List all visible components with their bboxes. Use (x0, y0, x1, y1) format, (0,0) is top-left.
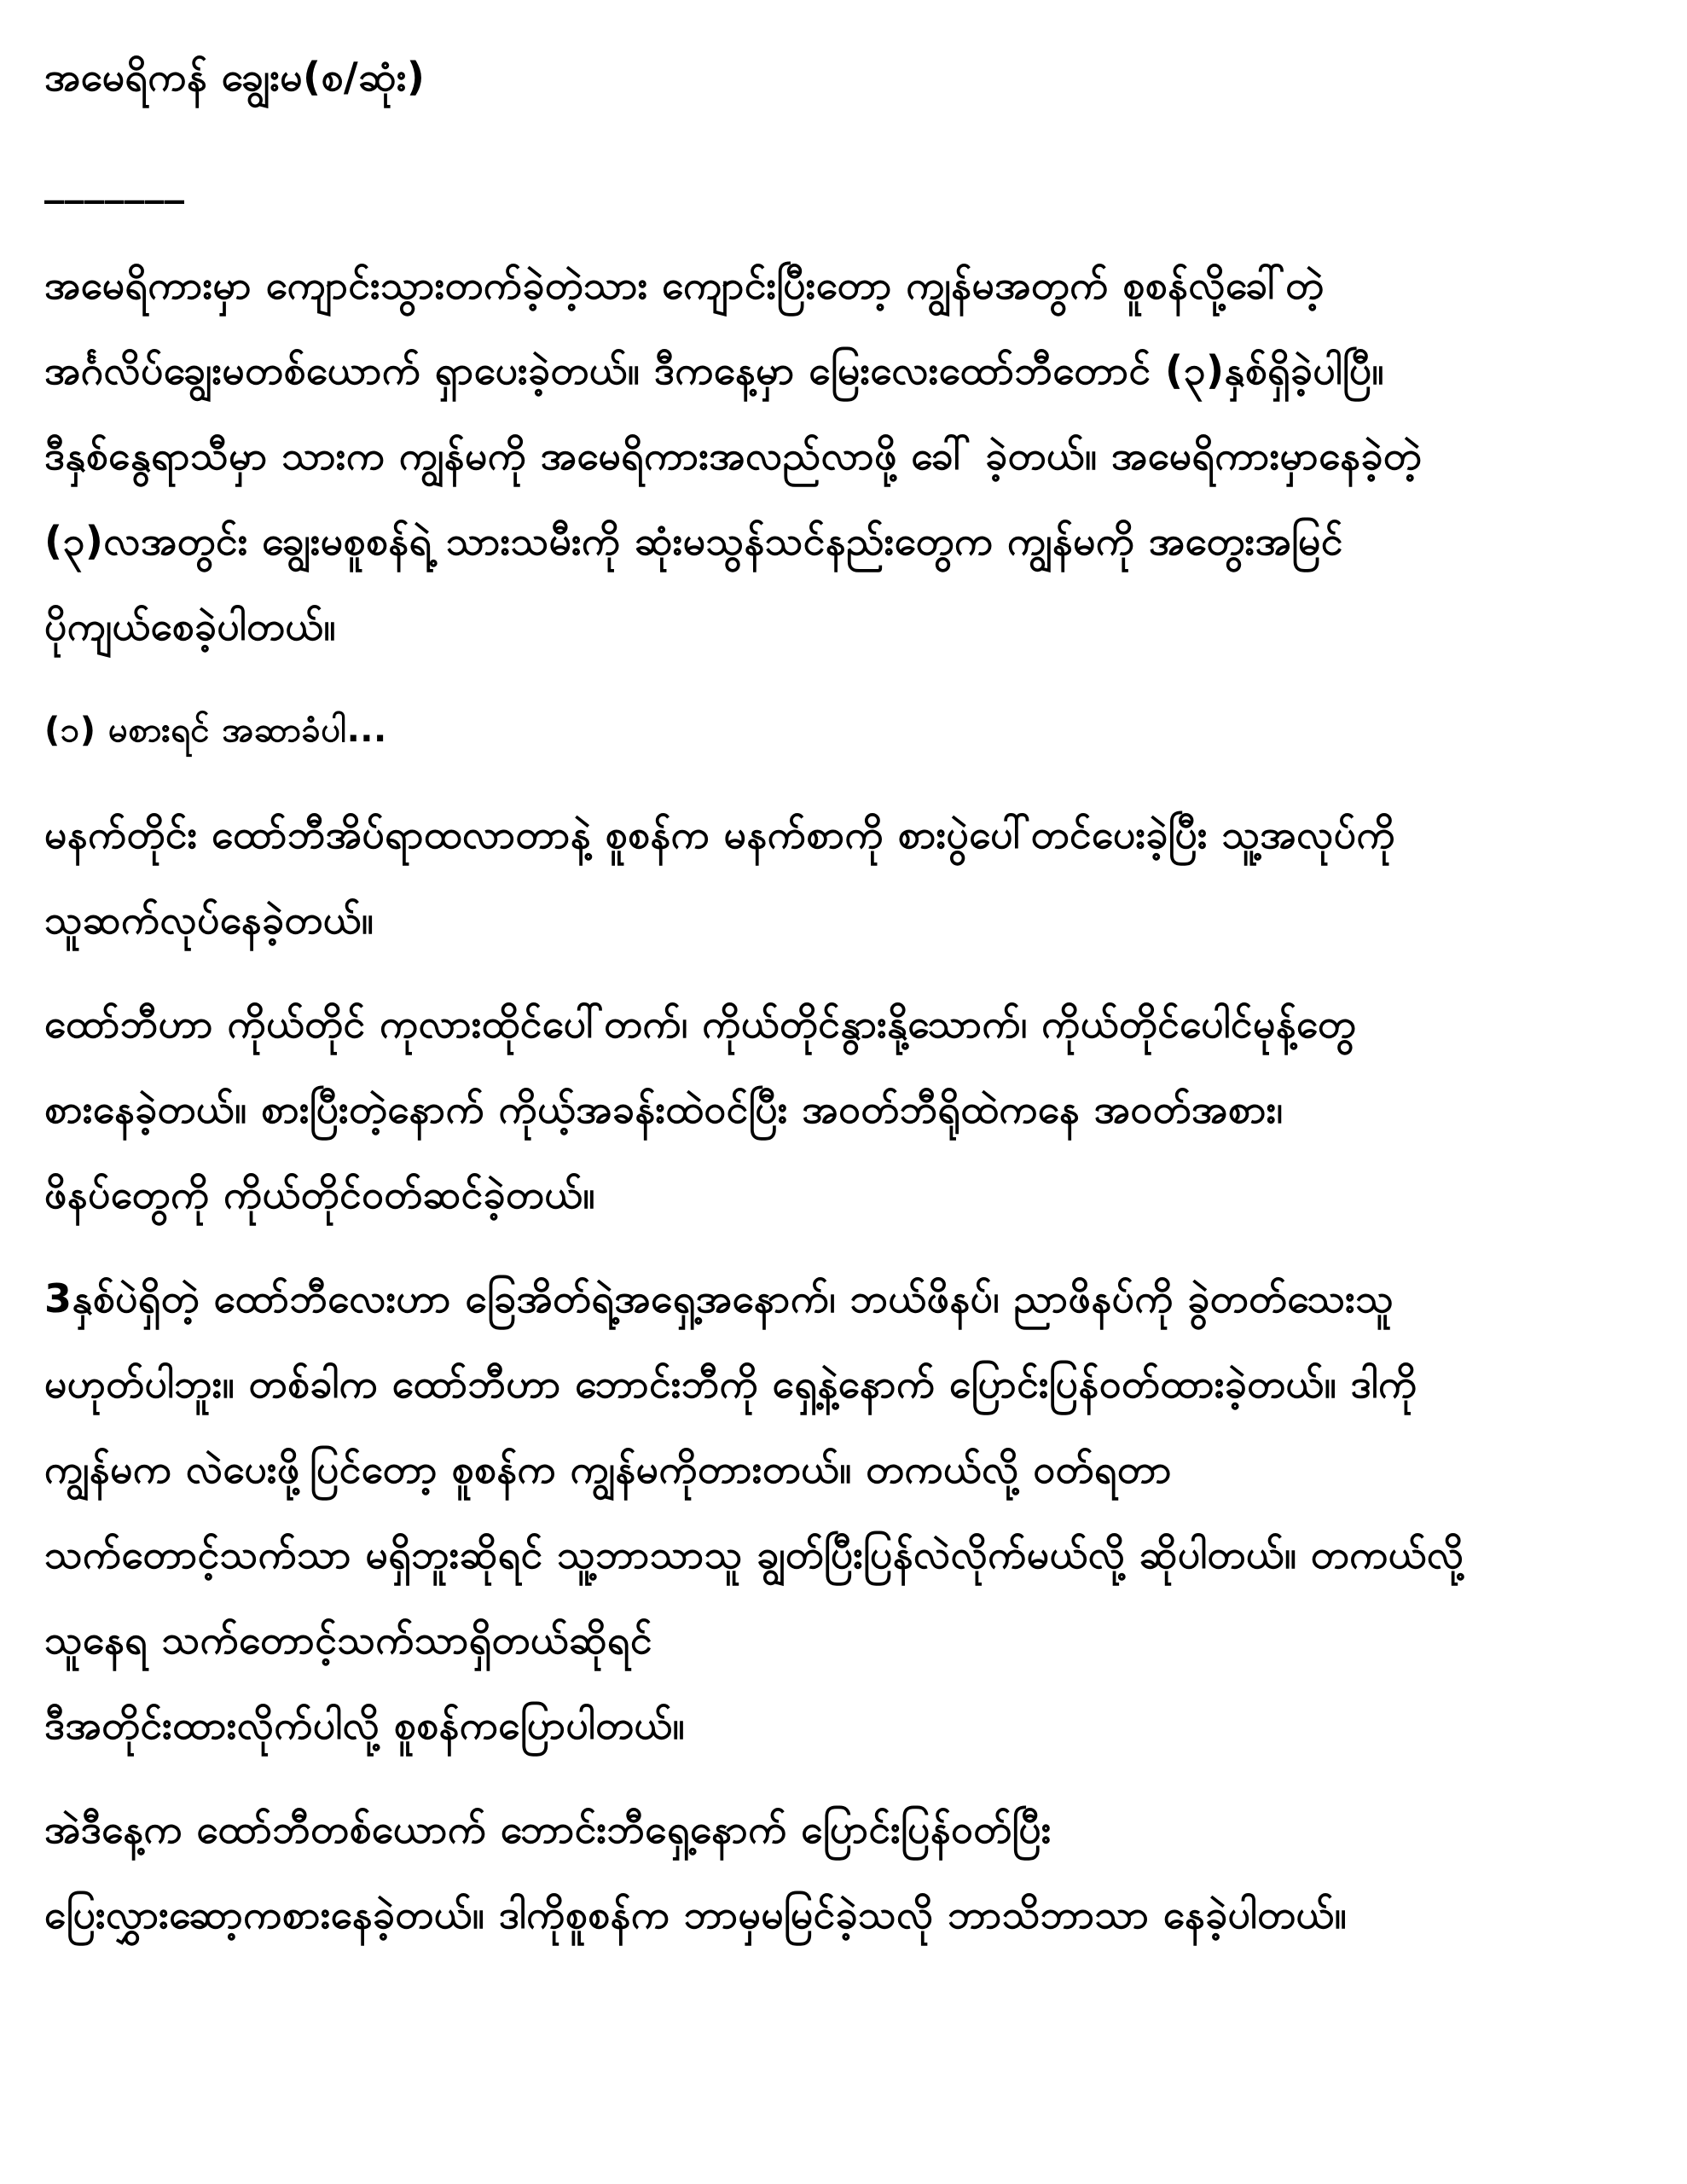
paragraph-line: အမေရိကားမှာ ကျောင်းသွားတက်ခဲ့တဲ့သား ကျောင်းပြီးတော့ ကျွန်မအတွက် စူစန်လို့ခေါ်တဲ့ (44, 262, 1325, 308)
spacer (44, 1237, 1648, 1256)
spacer (44, 773, 1648, 792)
paragraph-pants (44, 1256, 1648, 1768)
paragraph-line: အင်္ဂလိပ်ချွေးမတစ်ယောက် ရှာပေးခဲ့တယ်။ ဒီကနေ့မှာ မြေးလေးထော်ဘီတောင် (၃)နှစ်ရှိခဲ့ပါပြီ။ (44, 347, 1384, 393)
paragraph-line: ထော်ဘီဟာ ကိုယ်တိုင် ကုလားထိုင်ပေါ်တက်၊ ကိုယ်တိုင်နွားနို့သောက်၊ ကိုယ်တိုင်ပေါင်မုန့်တွေ (44, 1001, 1357, 1047)
title-separator: _______ (44, 158, 185, 204)
paragraph-line: မနက်တိုင်း ထော်ဘီအိပ်ရာထလာတာနဲ့ စူစန်က မနက်စာကို စားပွဲပေါ်တင်ပေးခဲ့ပြီး သူ့အလုပ်ကို (44, 811, 1396, 857)
spacer (44, 962, 1648, 981)
spacer (44, 119, 1648, 138)
paragraph-line: ဒီနှစ်နွေရာသီမှာ သားက ကျွန်မကို အမေရိကားအလည်လာဖို့ ခေါ် ခဲ့တယ်။ အမေရိကားမှာနေခဲ့တဲ့ (44, 433, 1423, 479)
paragraph-line: (၃)လအတွင်း ချွေးမစူစန်ရဲ့ သားသမီးကို ဆုံးမသွန်သင်နည်းတွေက ကျွန်မကို အတွေးအမြင် (44, 518, 1343, 564)
paragraph-self-care (44, 981, 1648, 1237)
paragraph-breakfast (44, 792, 1648, 962)
spacer (44, 1768, 1648, 1786)
spacer (44, 224, 1648, 242)
document-title: အမေရိကန် ချွေးမ(စ/ဆုံး) (44, 54, 426, 100)
paragraph-line: သူဆက်လုပ်နေခဲ့တယ်။ (44, 897, 374, 943)
paragraph-intro (44, 242, 1648, 669)
paragraph-line: မဟုတ်ပါဘူး။ တစ်ခါက ထော်ဘီဟာ ဘောင်းဘီကို ရှေ့နဲ့နောက် ပြောင်းပြန်ဝတ်ထားခဲ့တယ်။ ဒါကို (44, 1361, 1417, 1407)
paragraph-playing (44, 1786, 1648, 1957)
paragraph-line: သူနေရ သက်တောင့်သက်သာရှိတယ်ဆိုရင် (44, 1617, 652, 1663)
paragraph-line: အဲဒီနေ့က ထော်ဘီတစ်ယောက် ဘောင်းဘီရှေ့နောက် ပြောင်းပြန်ဝတ်ပြီး (44, 1806, 1052, 1852)
paragraph-line: ဒီအတိုင်းထားလိုက်ပါလို့ စူစန်ကပြောပါတယ်။ (44, 1702, 686, 1748)
paragraph-line: ဖိနပ်တွေကို ကိုယ်တိုင်ဝတ်ဆင်ခဲ့တယ်။ (44, 1171, 595, 1217)
paragraph-line: စားနေခဲ့တယ်။ စားပြီးတဲ့နောက် ကိုယ့်အခန်းထဲဝင်ပြီး အဝတ်ဘီရိုထဲကနေ အဝတ်အစား၊ (44, 1086, 1284, 1132)
section-heading (44, 688, 1648, 773)
section-heading-text: (၁) မစားရင် အဆာခံပါ... (44, 711, 387, 750)
paragraph-line: ပြေးလွှားဆော့ကစားနေခဲ့တယ်။ ဒါကိုစူစန်က ဘာမှမမြင်ခဲ့သလို ဘာသိဘာသာ နေခဲ့ပါတယ်။ (44, 1891, 1348, 1937)
paragraph-line: 3နှစ်ပဲရှိတဲ့ ထော်ဘီလေးဟာ ခြေအိတ်ရဲ့အရှေ့အနောက်၊ ဘယ်ဖိနပ်၊ ညာဖိနပ်ကို ခွဲတတ်သေးသူ (44, 1275, 1394, 1321)
document-body (44, 34, 1648, 1957)
paragraph-line: ကျွန်မက လဲပေးဖို့ပြင်တော့ စူစန်က ကျွန်မကိုတားတယ်။ တကယ်လို့ ဝတ်ရတာ (44, 1446, 1173, 1492)
spacer (44, 669, 1648, 688)
paragraph-line: သက်တောင့်သက်သာ မရှိဘူးဆိုရင် သူ့ဘာသာသူ ချွတ်ပြီးပြန်လဲလိုက်မယ်လို့ ဆိုပါတယ်။ တကယ်လို့ (44, 1531, 1464, 1577)
paragraph-line: ပိုကျယ်စေခဲ့ပါတယ်။ (44, 603, 336, 649)
